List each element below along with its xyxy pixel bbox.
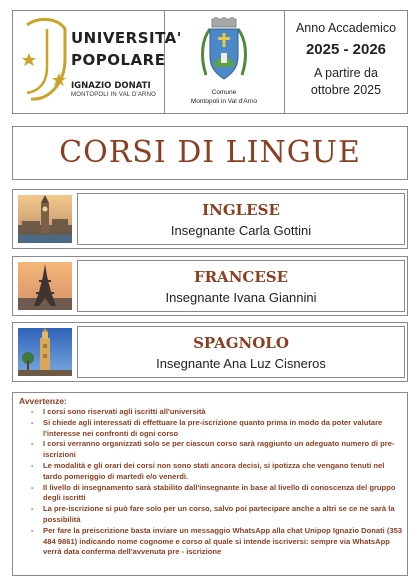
course-name: SPAGNOLO xyxy=(193,334,289,352)
course-teacher: Insegnante Ivana Giannini xyxy=(165,290,317,305)
academic-year-value: 2025 - 2026 xyxy=(305,41,387,58)
paris-eiffel-tower-icon xyxy=(18,262,72,310)
course-row-spagnolo xyxy=(12,322,408,382)
course-name: FRANCESE xyxy=(193,268,289,286)
academic-year-section xyxy=(285,11,407,113)
course-teacher: Insegnante Carla Gottini xyxy=(170,223,312,238)
seville-giralda-icon xyxy=(18,328,72,376)
page-title: CORSI DI LINGUE xyxy=(59,135,361,170)
title-banner xyxy=(12,126,408,180)
comune-label: Comune xyxy=(211,89,237,96)
logo-text-universita: UNIVERSITA' xyxy=(71,29,182,47)
london-big-ben-icon xyxy=(18,195,72,243)
university-logo-mark-icon xyxy=(17,15,73,109)
start-label: A partire da xyxy=(314,66,378,80)
notice-item: - I corsi sono riservati agli iscritti all'università xyxy=(31,407,403,418)
comune-section xyxy=(165,11,285,113)
course-card-spagnolo xyxy=(77,326,405,378)
notices-title: Avvertenze: xyxy=(19,396,67,406)
notice-item: - Le modalità e gli orari dei corsi non sono stati ancora decisi, si ipotizza che vengano tenuti nel tardo pomeriggio di martedì e/o venerdì. xyxy=(31,461,403,483)
course-card-inglese xyxy=(77,193,405,245)
course-name: INGLESE xyxy=(202,201,280,219)
notice-item: - Si chiede agli interessati di effettuare la pre-iscrizione quanto prima in modo da poter valutare l'interesse nei confronti di ogni corso xyxy=(31,418,403,440)
course-teacher: Insegnante Ana Luz Cisneros xyxy=(156,356,326,371)
logo-text-popolare: POPOLARE xyxy=(71,51,166,69)
academic-year-label: Anno Accademico xyxy=(295,21,397,35)
notices-list xyxy=(31,407,403,558)
notice-item: - La pre-iscrizione si può fare solo per un corso, salvo poi partecipare anche a altri se ce ne sarà la possibilità xyxy=(31,504,403,526)
comune-name: Montopoli in Val d'Arno xyxy=(190,98,258,105)
notice-item: - Per fare la preiscrizione basta inviare un messaggio WhatsApp alla chat Unipop Ignazio Donati (353 484 9861) indicando nome cognome e corso al quale si intende iscriversi: sempre via WhatsApp verrà data conferma dell'avvenuta pre - iscrizione xyxy=(31,526,403,558)
start-date: ottobre 2025 xyxy=(310,83,382,97)
course-row-inglese xyxy=(12,189,408,249)
header xyxy=(12,10,408,114)
notice-item: - I corsi verranno organizzati solo se per ciascun corso sarà raggiunto un adeguato numero di pre-iscrizioni xyxy=(31,439,403,461)
notice-item: - Il livello di insegnamento sarà stabilito dall'insegnante in base al livello di conoscenza del gruppo degli iscritti xyxy=(31,483,403,505)
logo-text-name: IGNAZIO DONATI xyxy=(71,81,151,91)
comune-crest-icon xyxy=(200,17,248,85)
university-logo xyxy=(13,11,182,113)
logo-text-place: MONTOPOLI IN VAL D'ARNO xyxy=(71,92,156,98)
course-card-francese xyxy=(77,260,405,312)
course-row-francese xyxy=(12,256,408,316)
notices-section xyxy=(12,392,408,576)
